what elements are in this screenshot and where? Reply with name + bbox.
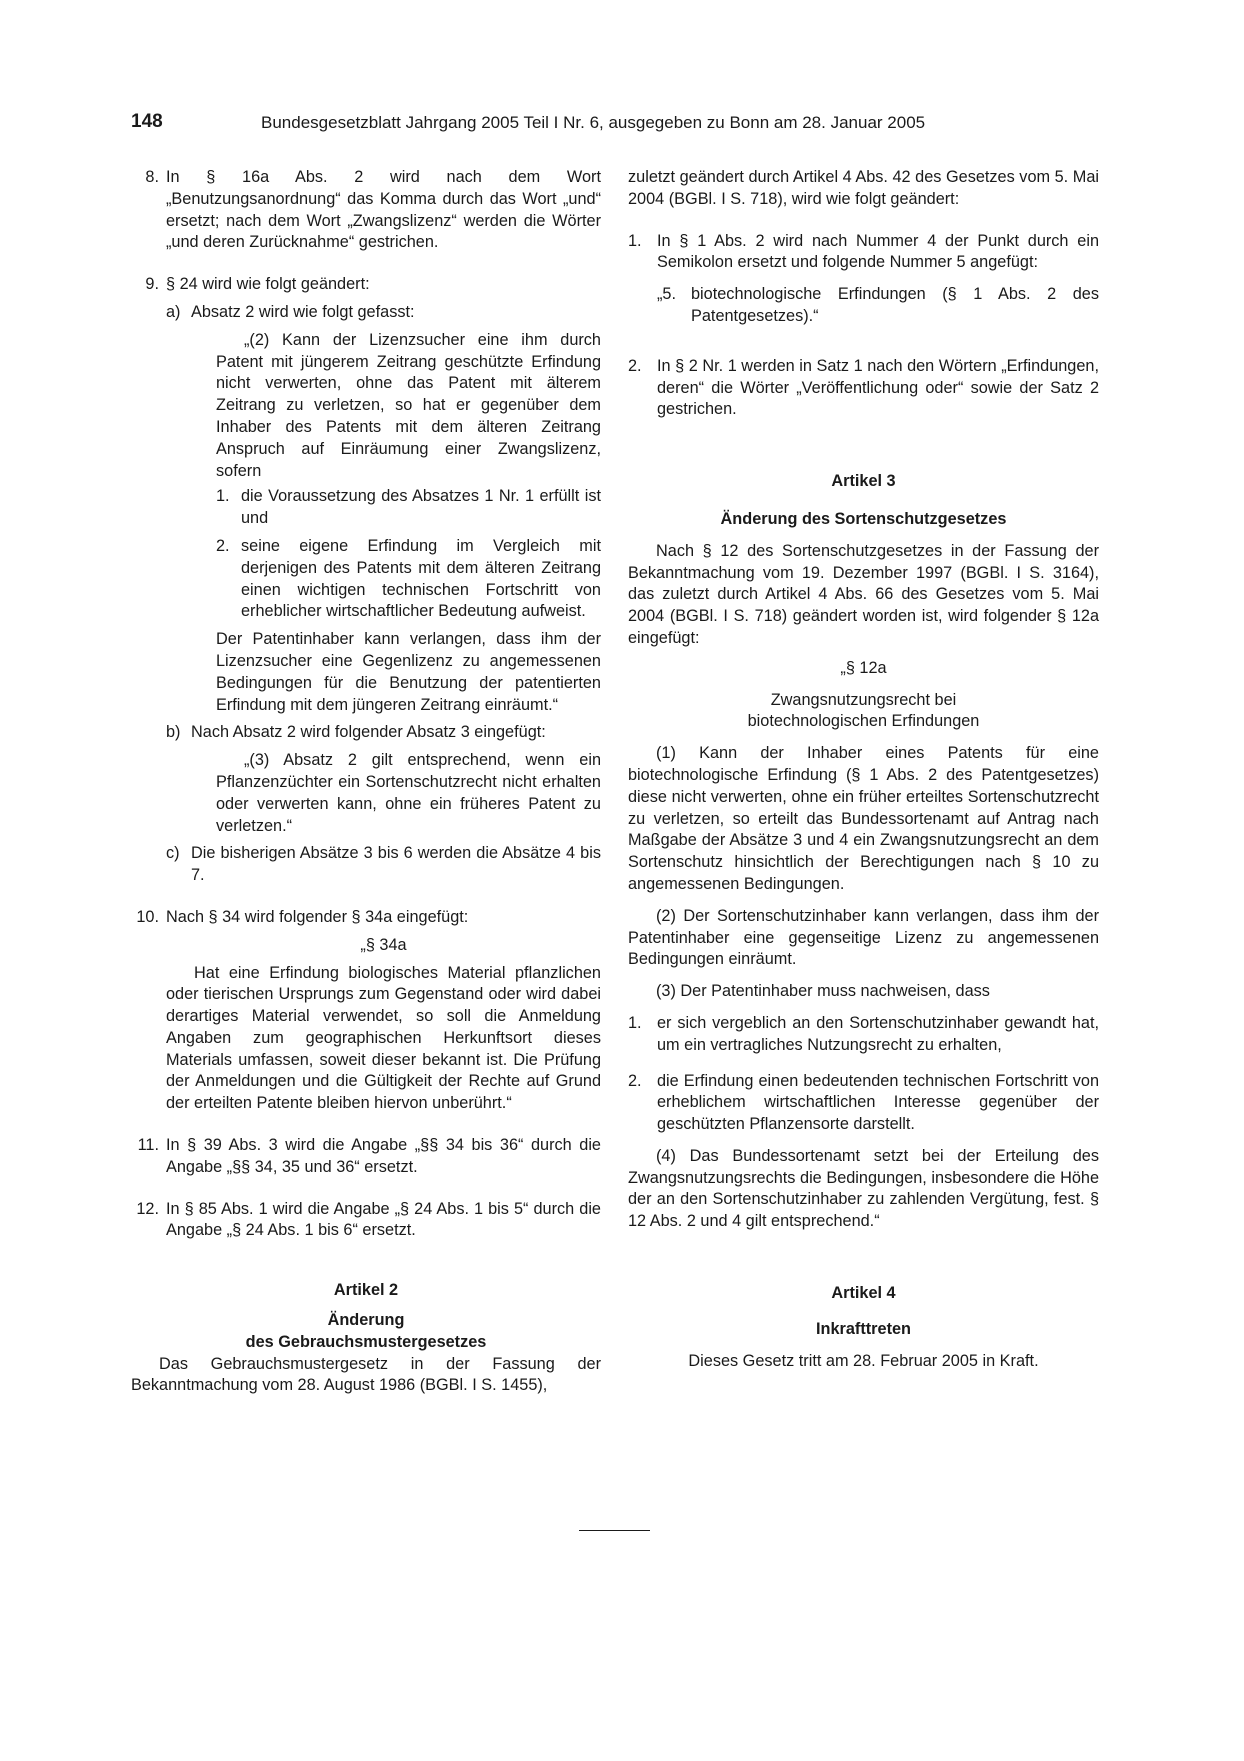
paragraph: (1) Kann der Inhaber eines Patents für eine biotechnologische Erfindung (§ 1 Abs. 2 des Patentgesetzes) diese nicht verwerten, ohne ein früher erteiltes Sortenschutzrecht zu verletzen, so erteilt das Bundessortenamt auf Antrag nach Maßgabe der Absätze 3 und 4 ein Zwangsnutzungsrecht an dem Sortenschutz hinsichtlich der Berechtigungen nach § 10 zu angemessenen Bedingungen. xyxy=(628,744,1099,893)
section-heading: „§ 34a xyxy=(360,935,407,954)
quote-list-number: 1. xyxy=(216,487,230,506)
sub-item xyxy=(166,722,601,837)
quote-list-text: die Voraussetzung des Absatzes 1 Nr. 1 erfüllt ist und xyxy=(241,487,601,528)
sub-item-letter: a) xyxy=(166,302,181,321)
quote-list-number: „5. xyxy=(657,285,677,304)
item-text: In § 39 Abs. 3 wird die Angabe „§§ 34 bis 36“ durch die Angabe „§§ 34, 35 und 36“ ersetzt. xyxy=(166,1136,601,1176)
section-heading: „§ 12a xyxy=(840,658,887,677)
paragraph: (3) Der Patentinhaber muss nachweisen, dass xyxy=(656,982,990,1001)
article-title: Artikel 2 xyxy=(333,1281,399,1300)
sub-item xyxy=(166,843,601,887)
item-text: § 24 wird wie folgt geändert: xyxy=(166,275,370,294)
article-text: Das Gebrauchsmustergesetz in der Fassung der Bekanntmachung vom 28. August 1986 (BGBl. I S. 1455), xyxy=(131,1354,601,1395)
article-subtitle: des Gebrauchsmustergesetzes xyxy=(245,1332,487,1351)
sub-item xyxy=(166,302,601,716)
sub-item-letter: b) xyxy=(166,723,181,742)
list-item xyxy=(628,356,1099,421)
quote-text: „(3) Absatz 2 gilt entsprechend, wenn ein Pflanzenzüchter ein Sortenschutzrecht nicht erhalten oder verwerten kann, ohne ein früheres Patent zu verletzen.“ xyxy=(216,751,601,835)
item-number: 12. xyxy=(136,1199,159,1218)
quote-list-item xyxy=(216,486,601,530)
item-number: 1. xyxy=(628,231,642,250)
article-subtitle: Änderung xyxy=(327,1311,405,1330)
item-text: er sich vergeblich an den Sortenschutzinhaber gewandt hat, um ein vertragliches Nutzungsrecht zu erhalten, xyxy=(657,1013,1099,1054)
end-rule xyxy=(579,1530,650,1531)
quote-list-item xyxy=(657,284,1099,328)
article-subtitle: Inkrafttreten xyxy=(816,1319,911,1338)
item-text: die Erfindung einen bedeutenden technischen Fortschritt von erheblichem wirtschaftlichen Interesse gegenüber der geschützten Pflanzensorte darstellt. xyxy=(657,1071,1099,1134)
quoted-paragraph xyxy=(191,750,601,837)
article-title: Artikel 3 xyxy=(831,472,896,491)
item-number: 2. xyxy=(628,1071,642,1090)
item-text: In § 2 Nr. 1 werden in Satz 1 nach den Wörtern „Erfindungen, deren“ die Wörter „Veröffentlichung oder“ sowie der Satz 2 gestrichen. xyxy=(657,356,1099,419)
item-text: In § 1 Abs. 2 wird nach Nummer 4 der Punkt durch ein Semikolon ersetzt und folgende Nummer 5 angefügt: xyxy=(657,231,1099,272)
article-text: Nach § 12 des Sortenschutzgesetzes in der Fassung der Bekanntmachung vom 19. Dezember 1997 (BGBl. I S. 3164), das zuletzt durch Artikel 4 Abs. 66 des Gesetzes vom 5. Mai 2004 (BGBl. I S. 718) geändert worden ist, wird folgender § 12a eingefügt: xyxy=(628,541,1099,647)
page-header xyxy=(131,111,1111,135)
gazette-header-title: Bundesgesetzblatt Jahrgang 2005 Teil I Nr. 6, ausgegeben zu Bonn am 28. Januar 2005 xyxy=(261,113,926,132)
list-item xyxy=(131,1199,601,1243)
continuation-text: zuletzt geändert durch Artikel 4 Abs. 42 des Gesetzes vom 5. Mai 2004 (BGBl. I S. 718), wird wie folgt geändert: xyxy=(628,168,1099,208)
list-item xyxy=(628,1013,1099,1057)
section-title: biotechnologischen Erfindungen xyxy=(747,712,980,731)
paragraph: (4) Das Bundessortenamt setzt bei der Erteilung des Zwangsnutzungsrechts die Bedingungen, insbesondere die Höhe der an den Sortenschutzinhaber zu zahlenden Vergütung, fest. § 12 Abs. 2 und 4 gilt entsprechend.“ xyxy=(628,1146,1099,1231)
sub-item-text: Absatz 2 wird wie folgt gefasst: xyxy=(191,302,415,321)
quote-list-text: seine eigene Erfindung im Vergleich mit derjenigen des Patents mit dem älteren Zeitrang einen wichtigen technischen Fortschritt von erheblicher wirtschaftlicher Bedeutung aufweist. xyxy=(241,536,601,621)
left-column xyxy=(131,167,601,1397)
quote-list-text: biotechnologische Erfindungen (§ 1 Abs. 2 des Patentgesetzes).“ xyxy=(691,285,1099,325)
quote-list-item xyxy=(216,536,601,623)
article-text: Dieses Gesetz tritt am 28. Februar 2005 in Kraft. xyxy=(688,1351,1039,1370)
quote-text: „(2) Kann der Lizenzsucher eine ihm durch Patent mit jüngerem Zeitrang geschützte Erfindung nicht verwerten, ohne das Patent mit älterem Zeitrang zu verletzen, so hat er gegenüber dem Inhaber des Patents mit dem älteren Zeitrang Anspruch auf Einräumung einer Zwangslizenz, sofern xyxy=(216,330,601,480)
section-text: Hat eine Erfindung biologisches Material pflanzlichen oder tierischen Ursprungs zum Gegenstand oder wird dabei derartiges Material verwendet, so soll die Anmeldung Angaben zum geographischen Herkunftsort dieses Materials umfassen, soweit dieser bekannt ist. Die Prüfung der Anmeldungen und die Gültigkeit der Rechte auf Grund der erteilten Patente bleiben hiervon unberührt.“ xyxy=(166,963,601,1113)
item-text: Nach § 34 wird folgender § 34a eingefügt: xyxy=(166,907,469,926)
item-number: 9. xyxy=(145,275,159,294)
item-number: 11. xyxy=(137,1136,159,1155)
article-subtitle: Änderung des Sortenschutzgesetzes xyxy=(720,509,1007,528)
item-number: 2. xyxy=(628,356,642,375)
article-title: Artikel 4 xyxy=(831,1284,896,1303)
list-item xyxy=(131,274,601,887)
paragraph: (2) Der Sortenschutzinhaber kann verlangen, dass ihm der Patentinhaber eine gegenseitige Lizenz zu angemessenen Bedingungen einräumt. xyxy=(628,906,1099,969)
quote-text: Der Patentinhaber kann verlangen, dass ihm der Lizenzsucher eine Gegenlizenz zu angemessenen Bedingungen für die Benutzung der patentierten Erfindung mit dem jüngeren Zeitrang einräumt.“ xyxy=(216,630,601,714)
item-number: 10. xyxy=(136,907,159,926)
item-text: In § 16a Abs. 2 wird nach dem Wort „Benutzungsanordnung“ das Komma durch das Wort „und“ ersetzt; nach dem Wort „Zwangslizenz“ werden die Wörter „und deren Zurücknahme“ gestrichen. xyxy=(166,168,601,252)
list-item xyxy=(131,1135,601,1179)
right-column xyxy=(628,167,1099,1372)
list-item xyxy=(131,907,601,1115)
item-number: 8. xyxy=(145,168,159,186)
item-text: In § 85 Abs. 1 wird die Angabe „§ 24 Abs. 1 bis 5“ durch die Angabe „§ 24 Abs. 1 bis 6“ ersetzt. xyxy=(166,1199,601,1240)
list-item xyxy=(628,1071,1099,1136)
page-number: 148 xyxy=(131,111,163,132)
sub-item-text: Die bisherigen Absätze 3 bis 6 werden die Absätze 4 bis 7. xyxy=(191,844,601,885)
section-title: Zwangsnutzungsrecht bei xyxy=(770,690,957,709)
sub-item-letter: c) xyxy=(166,844,180,863)
sub-item-text: Nach Absatz 2 wird folgender Absatz 3 eingefügt: xyxy=(191,723,546,742)
list-item xyxy=(628,231,1099,328)
quoted-paragraph xyxy=(191,330,601,717)
quote-list-number: 2. xyxy=(216,536,230,555)
list-item xyxy=(131,167,601,254)
item-number: 1. xyxy=(628,1013,642,1032)
